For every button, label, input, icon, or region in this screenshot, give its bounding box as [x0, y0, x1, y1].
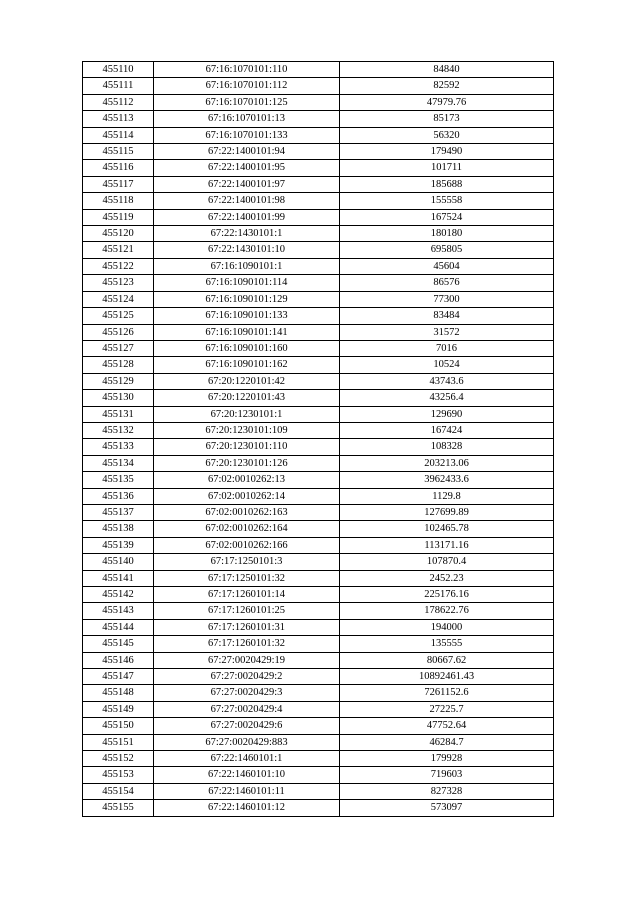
cadastral-number-cell: 67:27:0020429:883 — [154, 734, 340, 750]
table-row — [83, 685, 554, 701]
table-row — [83, 406, 554, 422]
value-cell: 127699.89 — [340, 504, 554, 520]
table-row — [83, 308, 554, 324]
table-row — [83, 78, 554, 94]
value-cell: 31572 — [340, 324, 554, 340]
row-number-cell: 455152 — [83, 751, 154, 767]
row-number-cell: 455129 — [83, 373, 154, 389]
cadastral-number-cell: 67:27:0020429:4 — [154, 701, 340, 717]
row-number-cell: 455113 — [83, 111, 154, 127]
row-number-cell: 455126 — [83, 324, 154, 340]
cadastral-number-cell: 67:22:1400101:95 — [154, 160, 340, 176]
row-number-cell: 455138 — [83, 521, 154, 537]
row-number-cell: 455154 — [83, 783, 154, 799]
row-number-cell: 455136 — [83, 488, 154, 504]
row-number-cell: 455147 — [83, 669, 154, 685]
table-row — [83, 357, 554, 373]
value-cell: 1129.8 — [340, 488, 554, 504]
row-number-cell: 455144 — [83, 619, 154, 635]
row-number-cell: 455132 — [83, 422, 154, 438]
table-row — [83, 652, 554, 668]
cadastral-number-cell: 67:22:1400101:98 — [154, 193, 340, 209]
row-number-cell: 455116 — [83, 160, 154, 176]
table-row — [83, 209, 554, 225]
value-cell: 56320 — [340, 127, 554, 143]
value-cell: 695805 — [340, 242, 554, 258]
value-cell: 155558 — [340, 193, 554, 209]
value-cell: 27225.7 — [340, 701, 554, 717]
table-row — [83, 390, 554, 406]
value-cell: 178622.76 — [340, 603, 554, 619]
cadastral-number-cell: 67:16:1070101:112 — [154, 78, 340, 94]
row-number-cell: 455117 — [83, 176, 154, 192]
value-cell: 573097 — [340, 800, 554, 816]
table-row — [83, 751, 554, 767]
row-number-cell: 455153 — [83, 767, 154, 783]
data-table — [82, 61, 554, 817]
cadastral-number-cell: 67:20:1220101:43 — [154, 390, 340, 406]
value-cell: 7261152.6 — [340, 685, 554, 701]
row-number-cell: 455119 — [83, 209, 154, 225]
table-row — [83, 734, 554, 750]
table-row — [83, 422, 554, 438]
row-number-cell: 455150 — [83, 718, 154, 734]
row-number-cell: 455133 — [83, 439, 154, 455]
table-row — [83, 226, 554, 242]
row-number-cell: 455134 — [83, 455, 154, 471]
row-number-cell: 455124 — [83, 291, 154, 307]
value-cell: 10524 — [340, 357, 554, 373]
table-row — [83, 373, 554, 389]
cadastral-number-cell: 67:27:0020429:6 — [154, 718, 340, 734]
row-number-cell: 455122 — [83, 258, 154, 274]
value-cell: 7016 — [340, 340, 554, 356]
value-cell: 135555 — [340, 636, 554, 652]
value-cell: 167524 — [340, 209, 554, 225]
cadastral-number-cell: 67:02:0010262:164 — [154, 521, 340, 537]
table-row — [83, 472, 554, 488]
cadastral-number-cell: 67:22:1460101:1 — [154, 751, 340, 767]
cadastral-number-cell: 67:16:1070101:110 — [154, 62, 340, 78]
table-row — [83, 291, 554, 307]
cadastral-number-cell: 67:22:1400101:99 — [154, 209, 340, 225]
row-number-cell: 455141 — [83, 570, 154, 586]
cadastral-number-cell: 67:02:0010262:166 — [154, 537, 340, 553]
row-number-cell: 455148 — [83, 685, 154, 701]
cadastral-number-cell: 67:16:1070101:125 — [154, 94, 340, 110]
cadastral-number-cell: 67:17:1260101:14 — [154, 587, 340, 603]
row-number-cell: 455131 — [83, 406, 154, 422]
value-cell: 84840 — [340, 62, 554, 78]
cadastral-number-cell: 67:16:1090101:133 — [154, 308, 340, 324]
cadastral-number-cell: 67:16:1090101:129 — [154, 291, 340, 307]
row-number-cell: 455143 — [83, 603, 154, 619]
cadastral-number-cell: 67:02:0010262:14 — [154, 488, 340, 504]
cadastral-number-cell: 67:22:1460101:11 — [154, 783, 340, 799]
table-row — [83, 62, 554, 78]
row-number-cell: 455151 — [83, 734, 154, 750]
table-row — [83, 127, 554, 143]
row-number-cell: 455137 — [83, 504, 154, 520]
row-number-cell: 455115 — [83, 144, 154, 160]
value-cell: 179928 — [340, 751, 554, 767]
value-cell: 86576 — [340, 275, 554, 291]
cadastral-number-cell: 67:17:1250101:3 — [154, 554, 340, 570]
table-row — [83, 669, 554, 685]
row-number-cell: 455146 — [83, 652, 154, 668]
value-cell: 47979.76 — [340, 94, 554, 110]
row-number-cell: 455123 — [83, 275, 154, 291]
cadastral-number-cell: 67:27:0020429:3 — [154, 685, 340, 701]
value-cell: 108328 — [340, 439, 554, 455]
value-cell: 180180 — [340, 226, 554, 242]
value-cell: 185688 — [340, 176, 554, 192]
cadastral-number-cell: 67:17:1260101:32 — [154, 636, 340, 652]
cadastral-number-cell: 67:20:1220101:42 — [154, 373, 340, 389]
table-row — [83, 94, 554, 110]
table-row — [83, 340, 554, 356]
table-row — [83, 504, 554, 520]
cadastral-number-cell: 67:27:0020429:2 — [154, 669, 340, 685]
row-number-cell: 455127 — [83, 340, 154, 356]
value-cell: 3962433.6 — [340, 472, 554, 488]
table-row — [83, 324, 554, 340]
value-cell: 102465.78 — [340, 521, 554, 537]
value-cell: 77300 — [340, 291, 554, 307]
table-row — [83, 603, 554, 619]
row-number-cell: 455155 — [83, 800, 154, 816]
row-number-cell: 455130 — [83, 390, 154, 406]
value-cell: 194000 — [340, 619, 554, 635]
cadastral-number-cell: 67:17:1250101:32 — [154, 570, 340, 586]
cadastral-number-cell: 67:20:1230101:1 — [154, 406, 340, 422]
table-row — [83, 554, 554, 570]
value-cell: 80667.62 — [340, 652, 554, 668]
cadastral-number-cell: 67:16:1070101:13 — [154, 111, 340, 127]
table-row — [83, 144, 554, 160]
row-number-cell: 455142 — [83, 587, 154, 603]
value-cell: 46284.7 — [340, 734, 554, 750]
table-row — [83, 521, 554, 537]
table-row — [83, 455, 554, 471]
value-cell: 43256.4 — [340, 390, 554, 406]
cadastral-number-cell: 67:20:1230101:109 — [154, 422, 340, 438]
value-cell: 85173 — [340, 111, 554, 127]
row-number-cell: 455118 — [83, 193, 154, 209]
row-number-cell: 455149 — [83, 701, 154, 717]
table-row — [83, 258, 554, 274]
value-cell: 129690 — [340, 406, 554, 422]
table-row — [83, 800, 554, 816]
value-cell: 43743.6 — [340, 373, 554, 389]
value-cell: 179490 — [340, 144, 554, 160]
row-number-cell: 455112 — [83, 94, 154, 110]
table-row — [83, 718, 554, 734]
cadastral-number-cell: 67:20:1230101:110 — [154, 439, 340, 455]
cadastral-number-cell: 67:16:1070101:133 — [154, 127, 340, 143]
cadastral-number-cell: 67:16:1090101:114 — [154, 275, 340, 291]
table-row — [83, 160, 554, 176]
cadastral-number-cell: 67:17:1260101:31 — [154, 619, 340, 635]
row-number-cell: 455120 — [83, 226, 154, 242]
row-number-cell: 455140 — [83, 554, 154, 570]
table-row — [83, 111, 554, 127]
value-cell: 82592 — [340, 78, 554, 94]
cadastral-number-cell: 67:22:1430101:1 — [154, 226, 340, 242]
cadastral-number-cell: 67:22:1400101:94 — [154, 144, 340, 160]
cadastral-number-cell: 67:22:1460101:10 — [154, 767, 340, 783]
table-row — [83, 587, 554, 603]
cadastral-number-cell: 67:16:1090101:162 — [154, 357, 340, 373]
cadastral-number-cell: 67:02:0010262:13 — [154, 472, 340, 488]
value-cell: 2452.23 — [340, 570, 554, 586]
cadastral-number-cell: 67:16:1090101:160 — [154, 340, 340, 356]
table-row — [83, 570, 554, 586]
table-row — [83, 701, 554, 717]
row-number-cell: 455139 — [83, 537, 154, 553]
cadastral-number-cell: 67:22:1400101:97 — [154, 176, 340, 192]
value-cell: 113171.16 — [340, 537, 554, 553]
row-number-cell: 455114 — [83, 127, 154, 143]
value-cell: 225176.16 — [340, 587, 554, 603]
value-cell: 827328 — [340, 783, 554, 799]
value-cell: 203213.06 — [340, 455, 554, 471]
value-cell: 101711 — [340, 160, 554, 176]
value-cell: 83484 — [340, 308, 554, 324]
cadastral-number-cell: 67:17:1260101:25 — [154, 603, 340, 619]
value-cell: 45604 — [340, 258, 554, 274]
row-number-cell: 455125 — [83, 308, 154, 324]
table-row — [83, 193, 554, 209]
row-number-cell: 455121 — [83, 242, 154, 258]
row-number-cell: 455110 — [83, 62, 154, 78]
cadastral-number-cell: 67:16:1090101:141 — [154, 324, 340, 340]
value-cell: 10892461.43 — [340, 669, 554, 685]
table-row — [83, 488, 554, 504]
table-row — [83, 783, 554, 799]
table-row — [83, 619, 554, 635]
table-body — [83, 62, 554, 817]
table-row — [83, 242, 554, 258]
cadastral-number-cell: 67:20:1230101:126 — [154, 455, 340, 471]
cadastral-number-cell: 67:27:0020429:19 — [154, 652, 340, 668]
row-number-cell: 455135 — [83, 472, 154, 488]
cadastral-number-cell: 67:22:1430101:10 — [154, 242, 340, 258]
table-row — [83, 767, 554, 783]
value-cell: 47752.64 — [340, 718, 554, 734]
table-row — [83, 537, 554, 553]
value-cell: 107870.4 — [340, 554, 554, 570]
cadastral-number-cell: 67:16:1090101:1 — [154, 258, 340, 274]
table-row — [83, 275, 554, 291]
value-cell: 167424 — [340, 422, 554, 438]
table-row — [83, 439, 554, 455]
row-number-cell: 455111 — [83, 78, 154, 94]
row-number-cell: 455128 — [83, 357, 154, 373]
row-number-cell: 455145 — [83, 636, 154, 652]
table-row — [83, 176, 554, 192]
cadastral-number-cell: 67:02:0010262:163 — [154, 504, 340, 520]
value-cell: 719603 — [340, 767, 554, 783]
cadastral-number-cell: 67:22:1460101:12 — [154, 800, 340, 816]
table-row — [83, 636, 554, 652]
